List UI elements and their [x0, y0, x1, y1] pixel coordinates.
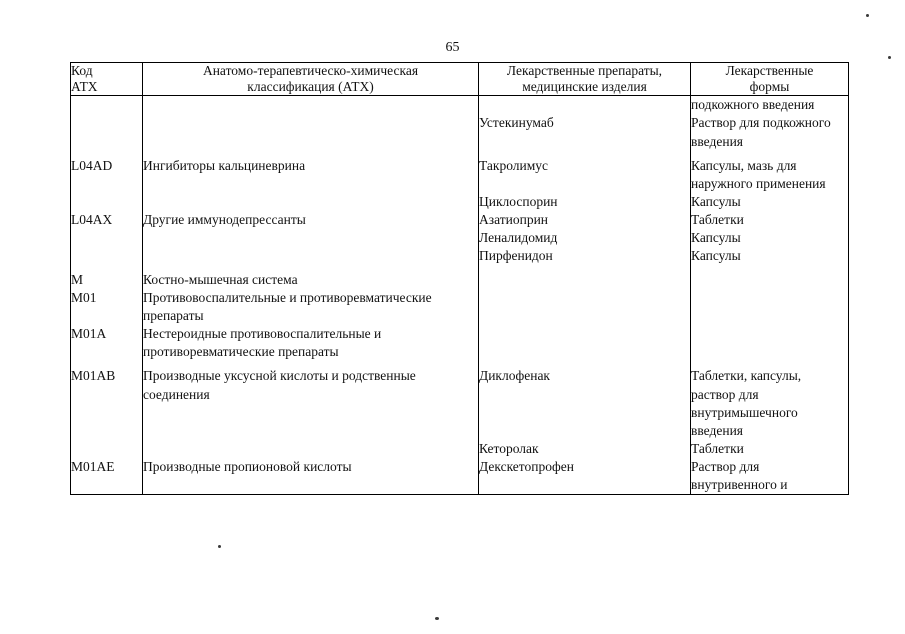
table-row	[71, 96, 849, 115]
cell-drug	[479, 96, 691, 115]
scan-artifact-speck	[866, 14, 869, 17]
cell-form: подкожного введения	[691, 96, 849, 115]
cell-form: Таблетки	[691, 211, 849, 229]
cell-form	[691, 289, 849, 325]
cell-form	[691, 271, 849, 289]
cell-classification	[143, 96, 479, 115]
cell-drug	[479, 289, 691, 325]
cell-code: L04AD	[71, 157, 143, 193]
cell-classification: Производные пропионовой кислоты	[143, 458, 479, 495]
cell-form: Таблетки, капсулы, раствор для внутримышечного введения	[691, 367, 849, 439]
cell-drug: Устекинумаб	[479, 114, 691, 150]
cell-drug: Диклофенак	[479, 367, 691, 439]
cell-classification	[143, 114, 479, 150]
cell-code	[71, 193, 143, 211]
cell-classification: Другие иммунодепрессанты	[143, 211, 479, 229]
cell-code: M01AB	[71, 367, 143, 439]
table-body	[71, 96, 849, 495]
cell-drug: Азатиоприн	[479, 211, 691, 229]
cell-classification	[143, 440, 479, 458]
table-row	[71, 157, 849, 193]
cell-classification: Ингибиторы кальциневрина	[143, 157, 479, 193]
scan-artifact-speck	[888, 56, 891, 59]
cell-drug: Кеторолак	[479, 440, 691, 458]
cell-drug: Декскетопрофен	[479, 458, 691, 495]
column-header-drugs: Лекарственные препараты, медицинские изделия	[479, 63, 691, 96]
cell-form: Капсулы, мазь для наружного применения	[691, 157, 849, 193]
column-header-classification: Анатомо-терапевтическо-химическая классификация (АТХ)	[143, 63, 479, 96]
cell-form: Капсулы	[691, 247, 849, 265]
scan-artifact-speck	[218, 545, 221, 548]
table-header-row	[71, 63, 849, 96]
cell-classification: Нестероидные противовоспалительные и противоревматические препараты	[143, 325, 479, 361]
column-header-code: Код АТХ	[71, 63, 143, 96]
cell-classification: Производные уксусной кислоты и родственные соединения	[143, 367, 479, 439]
cell-drug: Циклоспорин	[479, 193, 691, 211]
cell-code	[71, 440, 143, 458]
table-row	[71, 193, 849, 211]
cell-classification	[143, 229, 479, 247]
table-row	[71, 114, 849, 150]
cell-code	[71, 247, 143, 265]
cell-code: M	[71, 271, 143, 289]
cell-code	[71, 96, 143, 115]
cell-code: M01	[71, 289, 143, 325]
table-row	[71, 325, 849, 361]
cell-code	[71, 229, 143, 247]
cell-code: L04AX	[71, 211, 143, 229]
cell-drug: Леналидомид	[479, 229, 691, 247]
cell-form: Раствор для внутривенного и	[691, 458, 849, 495]
cell-drug	[479, 271, 691, 289]
table-row	[71, 458, 849, 495]
table-row	[71, 247, 849, 265]
table-row	[71, 211, 849, 229]
table-row	[71, 289, 849, 325]
cell-form: Капсулы	[691, 229, 849, 247]
scan-artifact-speck	[435, 617, 439, 620]
table-row	[71, 440, 849, 458]
column-header-forms: Лекарственные формы	[691, 63, 849, 96]
cell-code	[71, 114, 143, 150]
cell-classification	[143, 247, 479, 265]
cell-code: M01AE	[71, 458, 143, 495]
cell-classification	[143, 193, 479, 211]
table-row	[71, 229, 849, 247]
table-row	[71, 367, 849, 439]
cell-code: M01A	[71, 325, 143, 361]
cell-drug: Пирфенидон	[479, 247, 691, 265]
cell-form: Капсулы	[691, 193, 849, 211]
page-number: 65	[445, 40, 460, 55]
table-row	[71, 271, 849, 289]
atx-classification-table	[70, 62, 849, 495]
cell-form	[691, 325, 849, 361]
cell-drug: Такролимус	[479, 157, 691, 193]
cell-classification: Костно-мышечная система	[143, 271, 479, 289]
cell-drug	[479, 325, 691, 361]
cell-form: Таблетки	[691, 440, 849, 458]
cell-form: Раствор для подкожного введения	[691, 114, 849, 150]
cell-classification: Противовоспалительные и противоревматические препараты	[143, 289, 479, 325]
